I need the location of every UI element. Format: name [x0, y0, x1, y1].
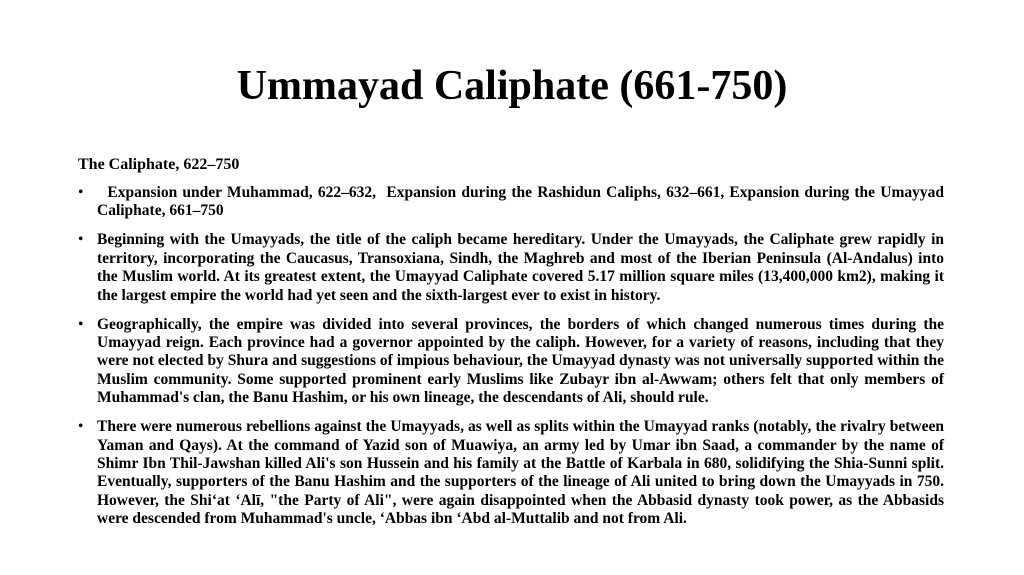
bullet-icon: • — [78, 315, 84, 333]
bullet-text: There were numerous rebellions against the Umayyads, as well as splits within the Umayyad ranks (notably, the rivalry between Yaman and Qays). At the command of Yazid son of Muawiya, an army led by Umar ibn Saad, a commander by the name of Shimr Ibn Thil-Jawshan killed Ali's son Hussein and his family at the Battle of Karbala in 680, solidifying the Shia-Sunni split. Eventually, supporters of the Banu Hashim and the supporters of the lineage of Ali united to bring down the Umayyads in 750. However, the Shi‘at ‘Alī, "the Party of Ali", were again disappointed when the Abbasid dynasty took power, as the Abbasids were descended from Muhammad's uncle, ‘Abbas ibn ‘Abd al-Muttalib and not from Ali. — [97, 418, 944, 528]
bullet-text: Expansion under Muhammad, 622–632, Expansion during the Rashidun Caliphs, 632–661, Expansion during the Umayyad Caliphate, 661–750 — [97, 184, 944, 220]
bullet-text: Geographically, the empire was divided into several provinces, the borders of which changed numerous times during the Umayyad reign. Each province had a governor appointed by the caliph. However, for a variety of reasons, including that they were not elected by Shura and suggestions of impious behaviour, the Umayyad dynasty was not universally supported within the Muslim community. Some supported prominent early Muslims like Zubayr ibn al-Awwam; others felt that only members of Muhammad's clan, the Banu Hashim, or his own lineage, the descendants of Ali, should rule. — [97, 315, 944, 407]
slide-subtitle: The Caliphate, 622–750 — [78, 156, 240, 173]
bullet-item-provinces — [78, 316, 944, 408]
bullet-text: Beginning with the Umayyads, the title of the caliph became hereditary. Under the Umayyads, the Caliphate grew rapidly in territory, incorporating the Caucasus, Transoxiana, Sindh, the Maghreb and most of the Iberian Peninsula (Al-Andalus) into the Muslim world. At its greatest extent, the Umayyad Caliphate covered 5.17 million square miles (13,400,000 km2), making it the largest empire the world had yet seen and the sixth-largest ever to exist in history. — [97, 231, 944, 304]
bullet-icon: • — [78, 184, 84, 201]
bullet-item-expansion — [78, 184, 944, 221]
bullet-item-hereditary — [78, 231, 944, 305]
slide-title: Ummayad Caliphate (661-750) — [236, 63, 788, 109]
bullet-icon: • — [78, 231, 84, 249]
bullet-item-rebellions — [78, 418, 944, 528]
bullet-list — [78, 184, 944, 539]
bullet-icon: • — [78, 418, 84, 436]
